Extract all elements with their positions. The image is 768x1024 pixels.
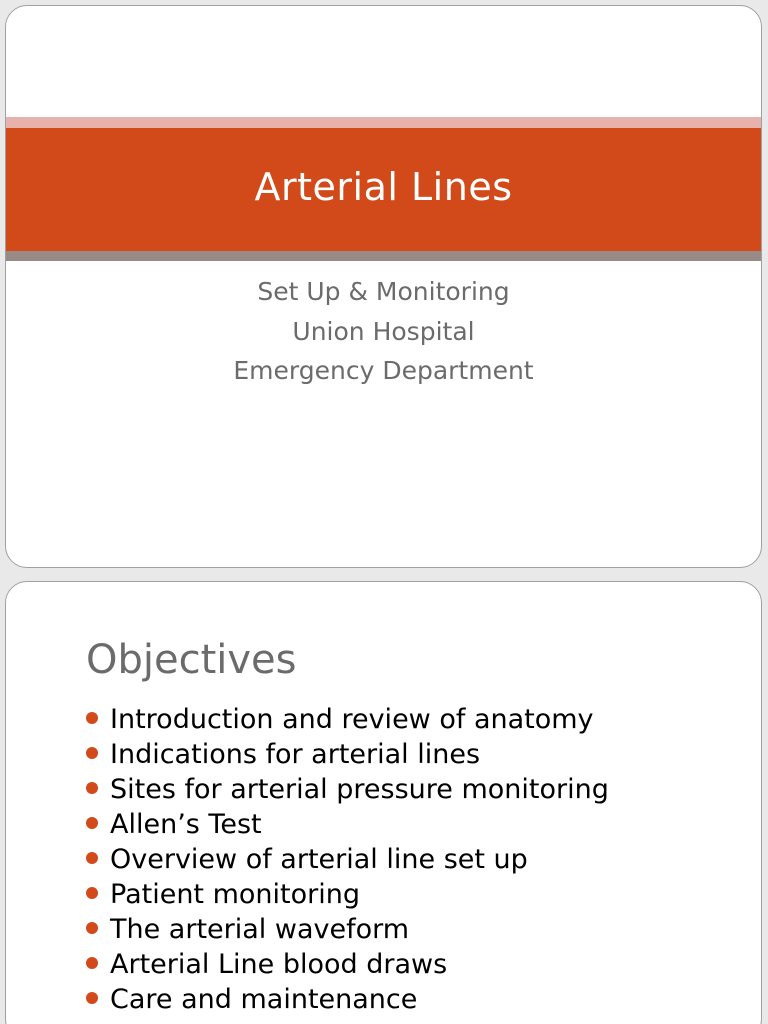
objectives-slide	[5, 581, 762, 1024]
bullet-dot-icon	[86, 747, 98, 759]
slide-title: Arterial Lines	[254, 164, 513, 209]
bullet-dot-icon	[86, 817, 98, 829]
list-item-text: Allen’s Test	[110, 809, 262, 840]
list-item-text: Introduction and review of anatomy	[110, 704, 594, 735]
list-item	[86, 772, 609, 807]
objectives-heading: Objectives	[86, 637, 297, 683]
list-item	[86, 877, 609, 912]
subtitle-line: Union Hospital	[292, 316, 475, 346]
list-item-text: Overview of arterial line set up	[110, 844, 528, 875]
list-item	[86, 842, 609, 877]
subtitle-line: Set Up & Monitoring	[257, 277, 510, 306]
list-item	[86, 737, 609, 772]
bullet-dot-icon	[86, 782, 98, 794]
list-item-text: Arterial Line blood draws	[110, 949, 448, 980]
title-band-bottom-stripe	[6, 251, 761, 261]
objectives-list	[86, 702, 609, 1017]
list-item	[86, 982, 609, 1017]
subtitle	[6, 272, 761, 391]
subtitle-line: Emergency Department	[233, 356, 534, 385]
list-item	[86, 807, 609, 842]
list-item	[86, 912, 609, 947]
list-item-text: Sites for arterial pressure monitoring	[110, 774, 609, 805]
bullet-dot-icon	[86, 992, 98, 1004]
bullet-dot-icon	[86, 957, 98, 969]
bullet-dot-icon	[86, 922, 98, 934]
list-item-text: Patient monitoring	[110, 879, 360, 910]
bullet-dot-icon	[86, 712, 98, 724]
bullet-dot-icon	[86, 852, 98, 864]
list-item-text: The arterial waveform	[110, 914, 410, 945]
list-item-text: Care and maintenance	[110, 984, 418, 1015]
list-item	[86, 702, 609, 737]
title-band	[6, 128, 761, 251]
list-item-text: Indications for arterial lines	[110, 739, 481, 770]
bullet-dot-icon	[86, 887, 98, 899]
title-band-top-stripe	[6, 117, 761, 128]
title-slide	[5, 5, 762, 568]
list-item	[86, 947, 609, 982]
